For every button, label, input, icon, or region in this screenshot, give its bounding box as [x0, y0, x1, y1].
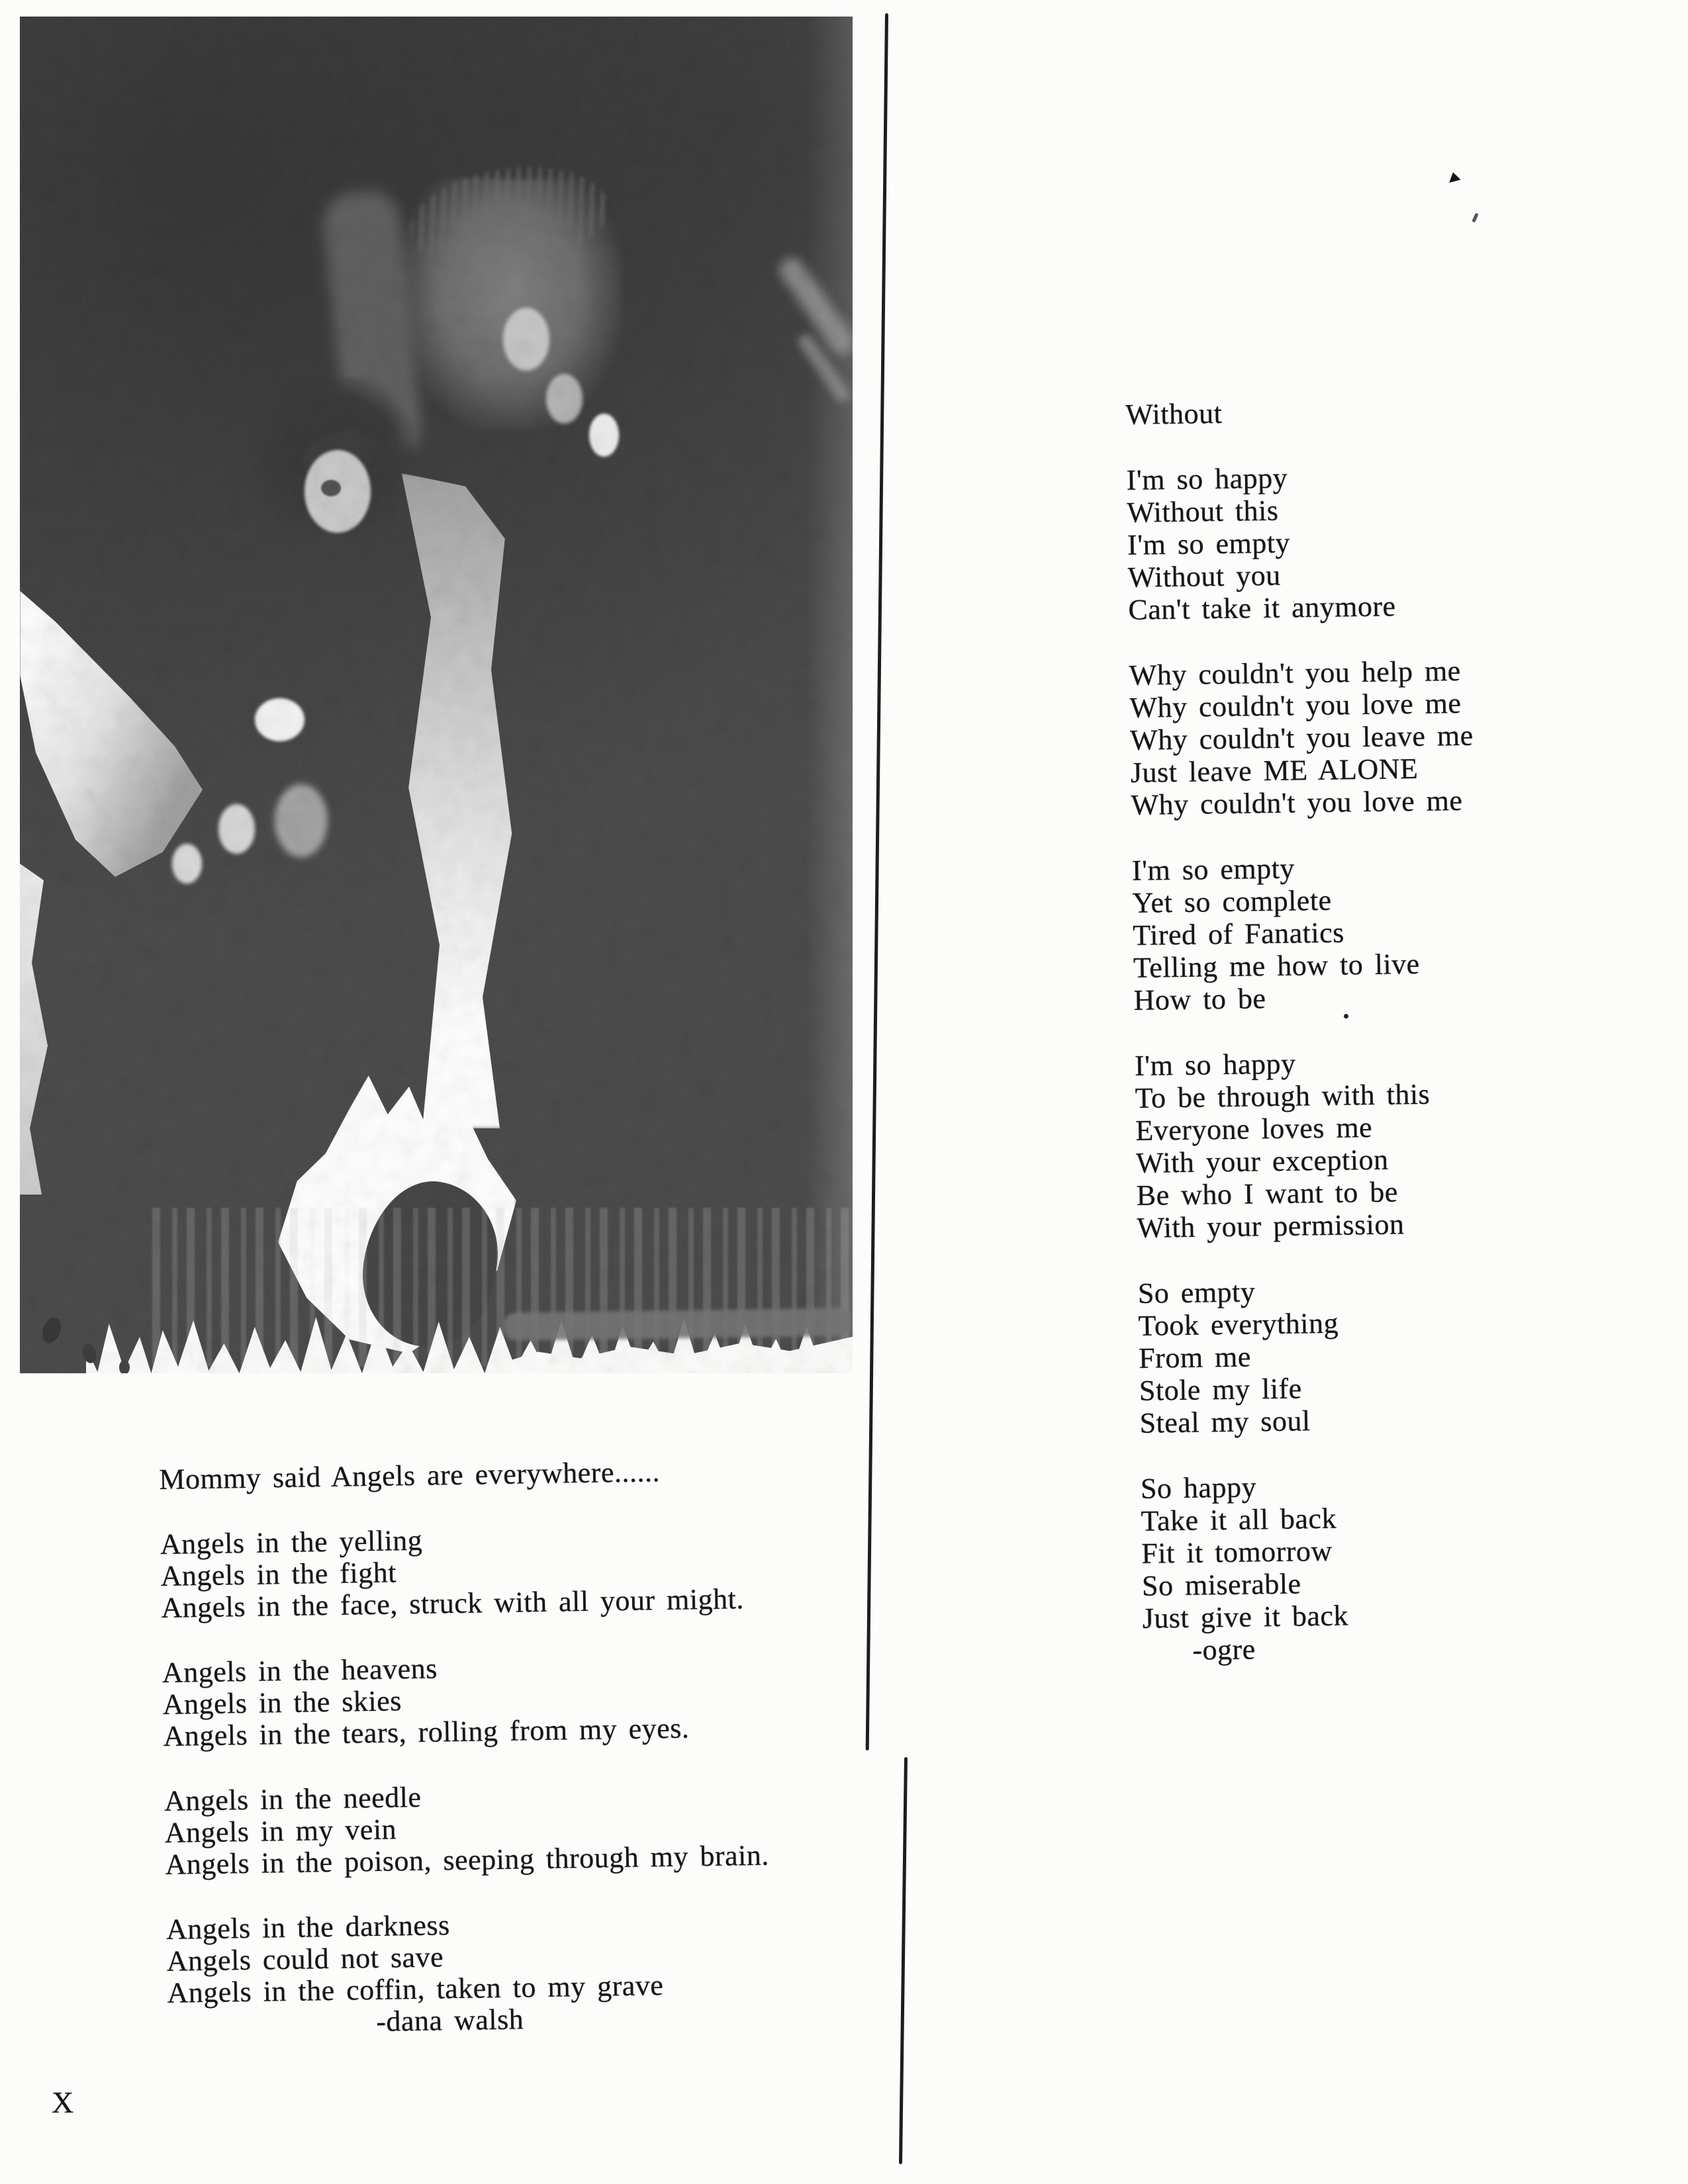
- poem-line: Tired of Fanatics: [1132, 916, 1345, 952]
- poem-line: To be through with this: [1135, 1077, 1430, 1115]
- poem-line: Angels in my vein: [164, 1813, 397, 1849]
- poem-line: Angels could not save: [166, 1940, 444, 1978]
- poem-line: Without this: [1127, 494, 1279, 529]
- poem-line: Just leave ME ALONE: [1130, 752, 1419, 789]
- poem-line: Stole my life: [1139, 1372, 1303, 1407]
- poem-line: Steal my soul: [1139, 1404, 1311, 1439]
- page-number: X: [52, 2085, 75, 2119]
- poem-line: Everyone loves me: [1135, 1111, 1373, 1147]
- poem-line: Why couldn't you love me: [1129, 686, 1462, 724]
- left-poem: [159, 1453, 830, 2041]
- right-poem-stanza-6: [1141, 1467, 1567, 1667]
- left-poem-stanza-2: [162, 1647, 825, 1752]
- left-poem-stanza-4: [166, 1903, 830, 2041]
- poem-line: Angels in the tears, rolling from my eyes.: [163, 1711, 690, 1752]
- poem-line: Angels in the poison, seeping through my brain.: [165, 1839, 770, 1881]
- column-divider-lower: [899, 1757, 908, 2164]
- poem-line: I'm so happy: [1134, 1047, 1296, 1082]
- column-divider-upper: [866, 13, 888, 1751]
- poem-line: With your permission: [1137, 1208, 1405, 1244]
- left-poem-signature: -dana walsh: [375, 2003, 524, 2038]
- right-poem-stanza-2: [1129, 653, 1555, 821]
- poem-line: Angels in the fight: [160, 1556, 397, 1592]
- scan-speck-tick: [1472, 213, 1478, 223]
- poem-line: Without you: [1127, 559, 1282, 594]
- poem-line: So miserable: [1141, 1567, 1301, 1602]
- right-poem: [1125, 392, 1567, 1667]
- poem-line: Angels in the coffin, taken to my grave: [167, 1969, 664, 2009]
- poem-line: Telling me how to live: [1133, 947, 1421, 984]
- poem-line: Take it all back: [1141, 1502, 1337, 1537]
- angel-statue-photo: [20, 17, 853, 1373]
- right-poem-stanza-3: [1132, 848, 1558, 1017]
- left-poem-intro: Mommy said Angels are everywhere......: [158, 1455, 661, 1496]
- scan-speck-triangle: [1448, 171, 1461, 183]
- poem-line: I'm so empty: [1127, 526, 1291, 561]
- poem-line: Took everything: [1138, 1306, 1339, 1342]
- right-poem-title: Without: [1125, 396, 1223, 431]
- poem-line: Angels in the darkness: [165, 1909, 450, 1946]
- poem-line: So empty: [1137, 1275, 1256, 1310]
- left-poem-stanza-1: [160, 1518, 823, 1624]
- poem-line: Angels in the needle: [164, 1780, 422, 1817]
- poem-line: So happy: [1140, 1471, 1257, 1505]
- poem-line: Angels in the yelling: [160, 1524, 423, 1561]
- poem-line: I'm so empty: [1131, 852, 1295, 887]
- poem-line: From me: [1138, 1340, 1252, 1375]
- poem-line: I'm so happy: [1126, 461, 1288, 496]
- poem-line: Can't take it anymore: [1128, 590, 1396, 626]
- poem-line: Be who I want to be: [1136, 1175, 1399, 1212]
- right-poem-stanza-5: [1138, 1271, 1564, 1439]
- right-poem-stanza-1: [1126, 458, 1552, 626]
- poem-line: Why couldn't you leave me: [1129, 719, 1474, 756]
- poem-line: Angels in the heavens: [162, 1652, 438, 1689]
- right-poem-stanza-4: [1135, 1044, 1561, 1244]
- poem-line: Why couldn't you love me: [1131, 784, 1463, 821]
- poem-line: Why couldn't you help me: [1129, 654, 1462, 692]
- poem-line: Just give it back: [1142, 1599, 1349, 1635]
- left-poem-stanza-3: [164, 1775, 827, 1881]
- right-poem-signature: -ogre: [1192, 1633, 1256, 1666]
- poem-line: Angels in the skies: [162, 1684, 402, 1721]
- poem-line: Yet so complete: [1132, 884, 1332, 919]
- poem-line: How to be: [1133, 982, 1266, 1017]
- poem-line: With your exception: [1135, 1143, 1389, 1179]
- photocopy-grain-texture: [20, 17, 853, 1373]
- poem-line: Angels in the face, struck with all your might.: [161, 1582, 745, 1624]
- poem-line: Fit it tomorrow: [1141, 1534, 1333, 1570]
